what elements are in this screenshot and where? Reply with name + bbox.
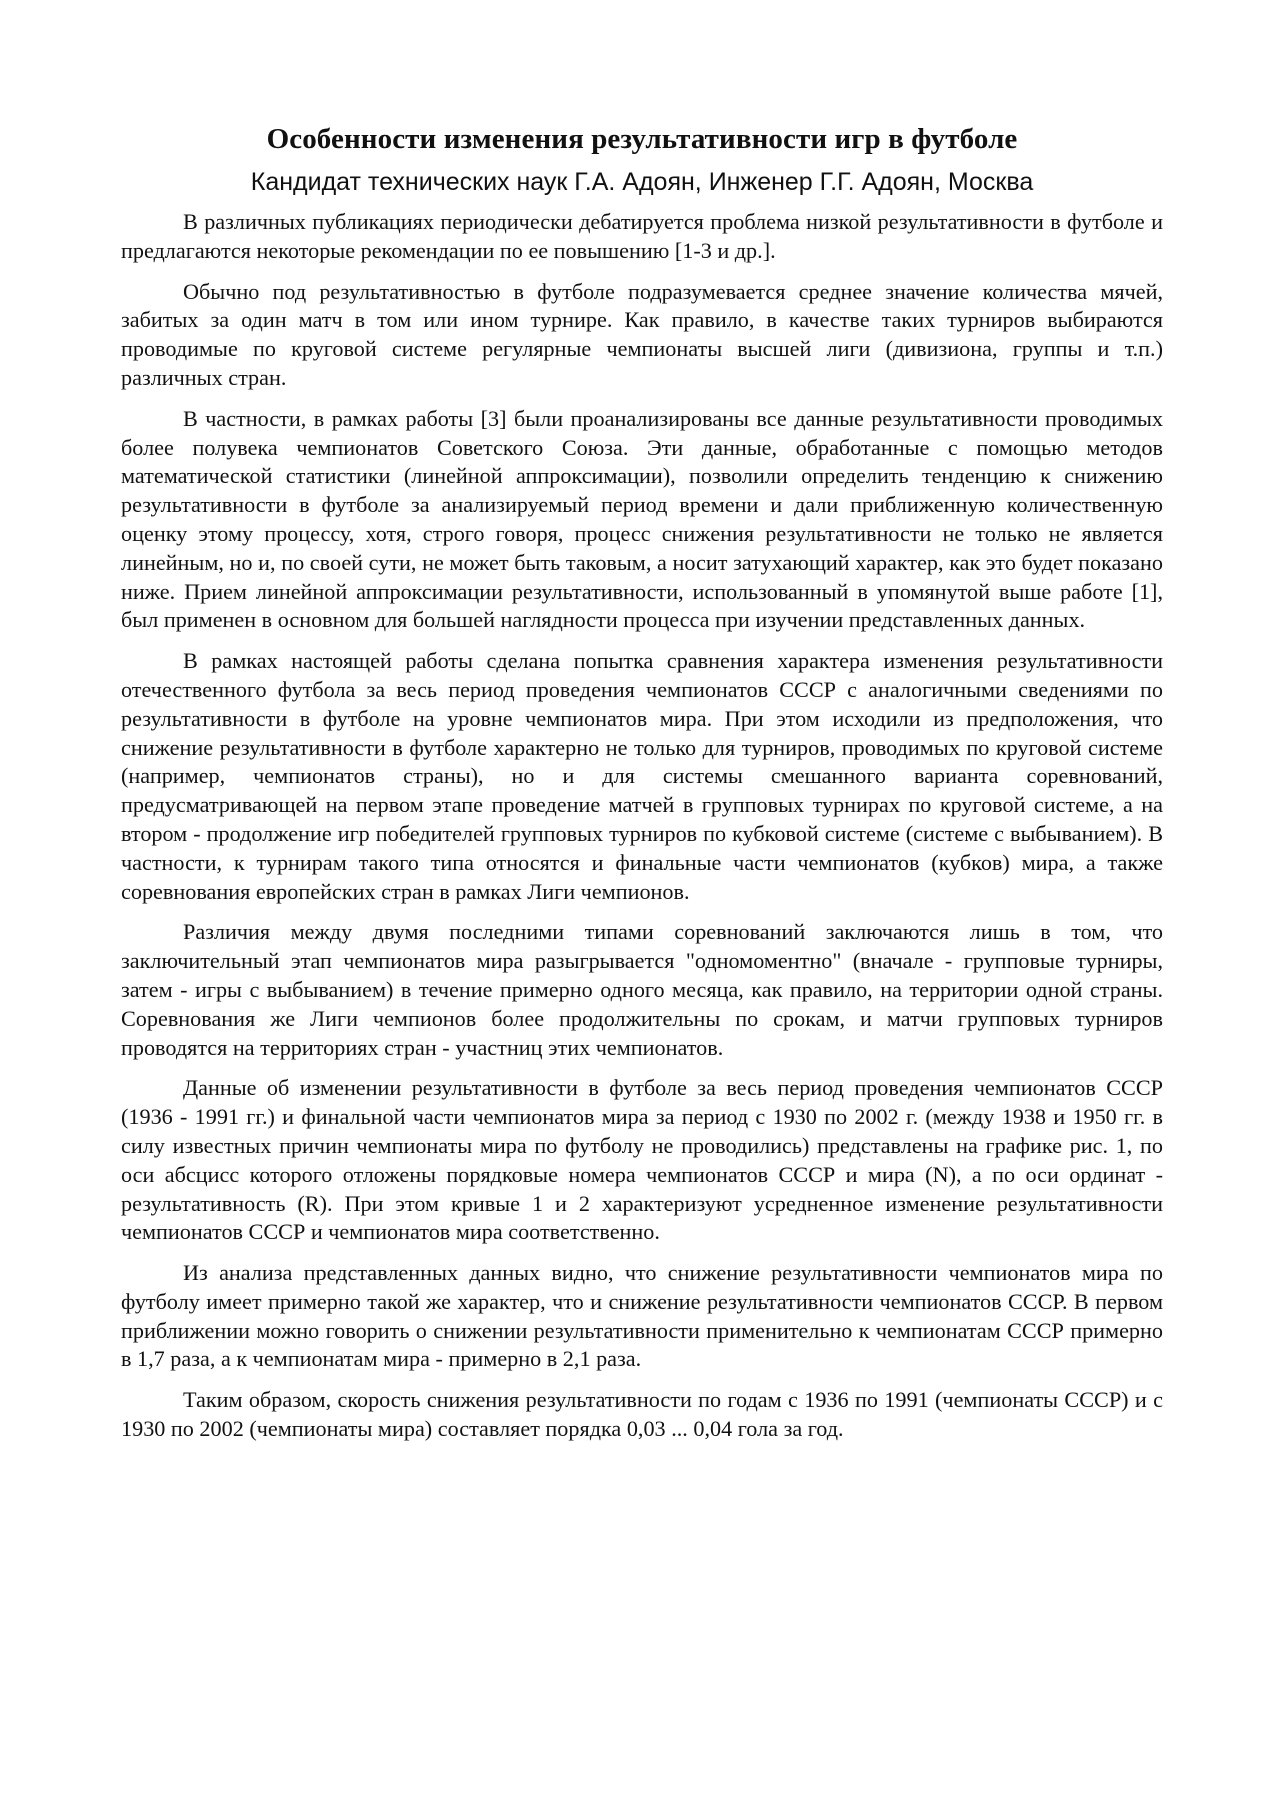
paragraph-1: В различных публикациях периодически дебатируется проблема низкой результативности в футболе и предлагаются некоторые рекомендации по ее повышению [1-3 и др.]. bbox=[121, 209, 1163, 263]
paragraph-4: В рамках настоящей работы сделана попытка сравнения характера изменения результативности отечественного футбола за весь период проведения чемпионатов СССР с аналогичными сведениями по результативности в футболе на уровне чемпионатов мира. При этом исходили из предположения, что снижение результативности в футболе характерно не только для турниров, проводимых по круговой системе (например, чемпионатов страны), но и для системы смешанного варианта соревнований, предусматривающей на первом этапе проведение матчей в групповых турнирах по круговой системе, а на втором - продолжение игр победителей групповых турниров по кубковой системе (системе с выбыванием). В частности, к турнирам такого типа относятся и финальные части чемпионатов (кубков) мира, а также соревнования европейских стран в рамках Лиги чемпионов. bbox=[121, 648, 1163, 904]
paragraph-6: Данные об изменении результативности в футболе за весь период проведения чемпионатов СССР (1936 - 1991 гг.) и финальной части чемпионатов мира за период с 1930 по 2002 г. (между 1938 и 1950 гг. в силу известных причин чемпионаты мира по футболу не проводились) представлены на графике рис. 1, по оси абсцисс которого отложены порядковые номера чемпионатов СССР и мира (N), а по оси ординат - результативность (R). При этом кривые 1 и 2 характеризуют усредненное изменение результативности чемпионатов СССР и чемпионатов мира соответственно. bbox=[121, 1075, 1163, 1245]
document-title: Особенности изменения результативности игр в футболе bbox=[266, 123, 1018, 155]
document-authors: Кандидат технических наук Г.А. Адоян, Инженер Г.Г. Адоян, Москва bbox=[250, 168, 1034, 196]
paragraph-3: В частности, в рамках работы [3] были проанализированы все данные результативности проводимых более полувека чемпионатов Советского Союза. Эти данные, обработанные с помощью методов математической статистики (линейной аппроксимации), позволили определить тенденцию к снижению результативности в футболе за анализируемый период времени и дали приближенную количественную оценку этому процессу, хотя, строго говоря, процесс снижения результативности не только не является линейным, но и, по своей сути, не может быть таковым, а носит затухающий характер, как это будет показано ниже. Прием линейной аппроксимации результативности, использованный в упомянутой выше работе [1], был применен в основном для большей наглядности процесса при изучении представленных данных. bbox=[121, 405, 1163, 633]
paragraph-2: Обычно под результативностью в футболе подразумевается среднее значение количества мячей, забитых за один матч в том или ином турнире. Как правило, в качестве таких турниров выбираются проводимые по круговой системе регулярные чемпионаты высшей лиги (дивизиона, группы и т.п.) различных стран. bbox=[121, 278, 1163, 390]
paragraph-7: Из анализа представленных данных видно, что снижение результативности чемпионатов мира по футболу имеет примерно такой же характер, что и снижение результативности чемпионатов СССР. В первом приближении можно говорить о снижении результативности применительно к чемпионатам СССР примерно в 1,7 раза, а к чемпионатам мира - примерно в 2,1 раза. bbox=[121, 1260, 1163, 1372]
paragraph-5: Различия между двумя последними типами соревнований заключаются лишь в том, что заключительный этап чемпионатов мира разыгрывается "одномоментно" (вначале - групповые турниры, затем - игры с выбыванием) в течение примерно одного месяца, как правило, на территории одной страны. Соревнования же Лиги чемпионов более продолжительны по срокам, и матчи групповых турниров проводятся на территориях стран - участниц этих чемпионатов. bbox=[121, 919, 1163, 1060]
paragraph-8: Таким образом, скорость снижения результативности по годам с 1936 по 1991 (чемпионаты СССР) и с 1930 по 2002 (чемпионаты мира) составляет порядка 0,03 ... 0,04 гола за год. bbox=[121, 1387, 1163, 1442]
